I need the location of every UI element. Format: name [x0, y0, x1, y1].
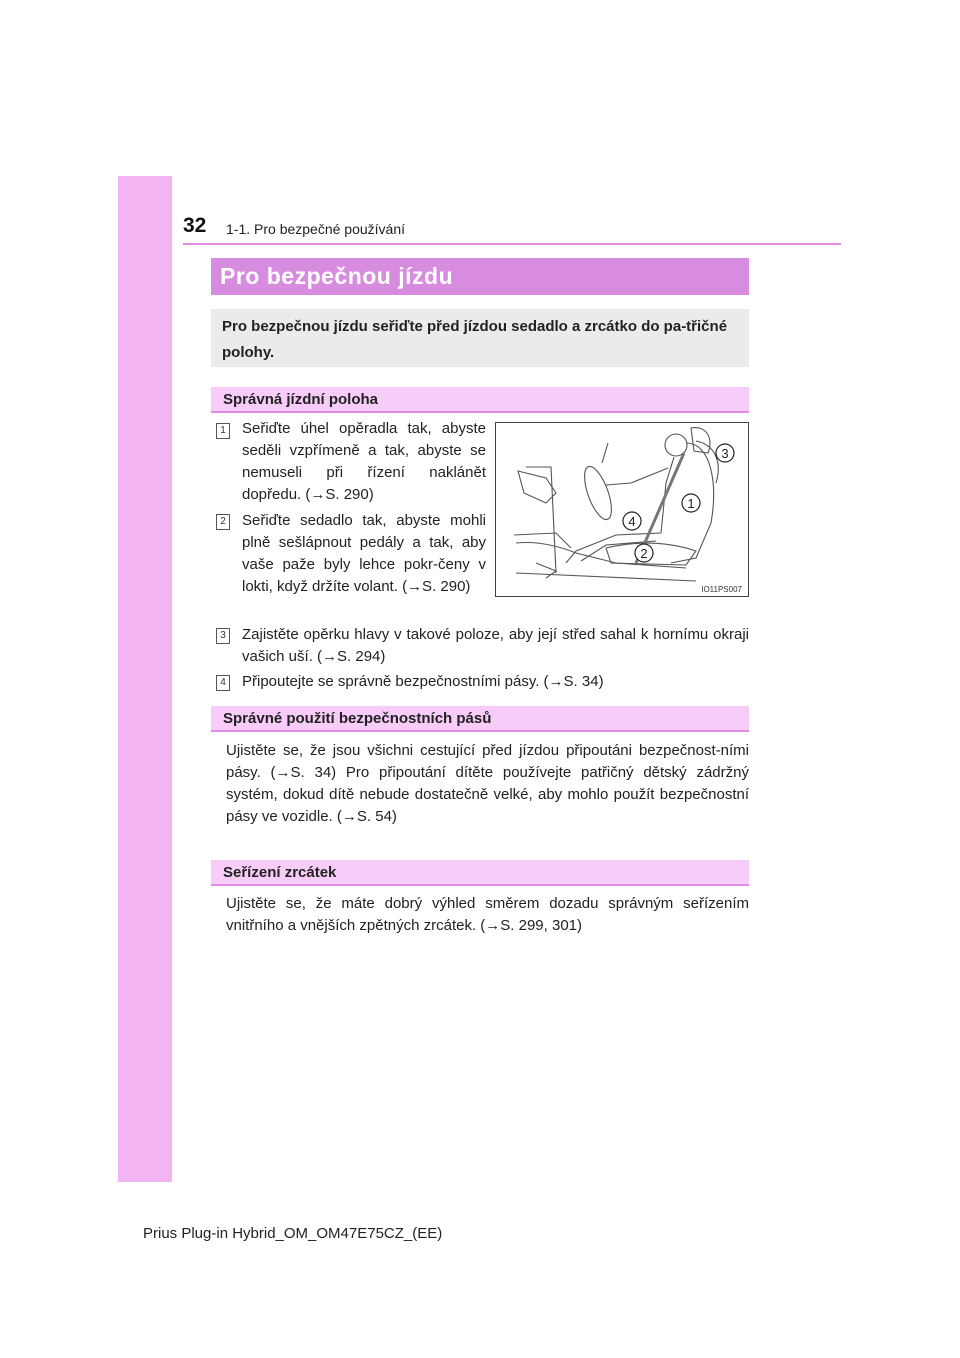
- subheader-mirrors: Seřízení zrcátek: [211, 860, 749, 886]
- illustration-code: IO11PS007: [701, 585, 742, 594]
- header-divider: [183, 243, 841, 245]
- page-number: 32: [183, 214, 207, 237]
- item-number-4: 4: [216, 675, 230, 691]
- callout-2: 2: [640, 546, 648, 561]
- callout-1: 1: [687, 496, 695, 511]
- item-number-3: 3: [216, 628, 230, 644]
- seat-position-illustration: [495, 422, 749, 597]
- subheader-seat-belts: Správné použití bezpečnostních pásů: [211, 706, 749, 732]
- intro-box: Pro bezpečnou jízdu seřiďte před jízdou sedadlo a zrcátko do pa-třičné polohy.: [211, 309, 749, 367]
- item-number-1: 1: [216, 423, 230, 439]
- driver-seat-drawing: [496, 423, 748, 596]
- callout-3: 3: [721, 446, 729, 461]
- footer-document-id: Prius Plug-in Hybrid_OM_OM47E75CZ_(EE): [143, 1225, 443, 1242]
- item-2-text: Seřiďte sedadlo tak, abyste mohli plně sešlápnout pedály a tak, aby vaše paže byly lehce pokr-čeny v lokti, když držíte volant. (→S. 290): [242, 512, 486, 595]
- seat-belts-text: Ujistěte se, že jsou všichni cestující před jízdou připoutáni bezpečnost-ními pásy. (→S. 34) Pro připoutání dítěte používejte patřičný dětský zádržný systém, dokud dítě nebude dostatečně velké, aby mohlo použít bezpečnostní pásy ve vozidle. (→S. 54): [226, 742, 749, 825]
- item-1-text: Seřiďte úhel opěradla tak, abyste seděli vzpřímeně a tak, abyste se nemuseli při řízení naklánět dopředu. (→S. 290): [242, 420, 486, 503]
- item-number-2: 2: [216, 514, 230, 530]
- item-3-text: Zajistěte opěrku hlavy v takové poloze, aby její střed sahal k hornímu okraji vašich uší. (→S. 294): [242, 626, 749, 665]
- mirrors-text: Ujistěte se, že máte dobrý výhled směrem dozadu správným seřízením vnitřního a vnějších zpětných zrcátek. (→S. 299, 301): [226, 895, 749, 934]
- chapter-title: 1-1. Pro bezpečné používání: [226, 221, 406, 237]
- subheader-driving-position: Správná jízdní poloha: [211, 387, 749, 413]
- callout-4: 4: [628, 514, 636, 529]
- item-4-text: Připoutejte se správně bezpečnostními pásy. (→S. 34): [242, 673, 604, 690]
- section-title: Pro bezpečnou jízdu: [211, 258, 749, 295]
- side-tab-bar: [118, 176, 172, 1182]
